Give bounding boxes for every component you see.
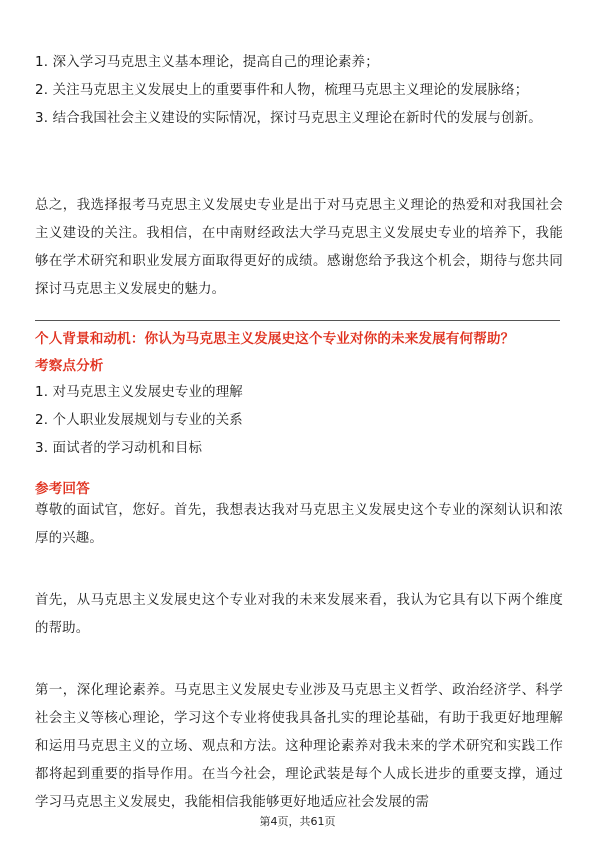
- list-item: 2. 个人职业发展规划与专业的关系: [35, 413, 243, 428]
- answer-paragraph-intro: 首先，从马克思主义发展史这个专业对我的未来发展来看，我认为它具有以下两个维度的帮助。: [35, 593, 563, 636]
- question-heading: 个人背景和动机：你认为马克思主义发展史这个专业对你的未来发展有何帮助？: [35, 331, 515, 347]
- analysis-points-list: [35, 379, 562, 463]
- page-number-footer: 第4页，共61页: [259, 815, 336, 828]
- reference-heading: 参考回答: [35, 481, 90, 497]
- answer-paragraph-greeting: 尊敬的面试官，您好。首先，我想表达我对马克思主义发展史这个专业的深刻认识和浓厚的兴趣。: [35, 503, 563, 546]
- analysis-heading: 考察点分析: [35, 358, 104, 374]
- list-item: 1. 对马克思主义发展史专业的理解: [35, 385, 243, 400]
- section-divider: [35, 320, 560, 321]
- list-item: 2. 关注马克思主义发展史上的重要事件和人物，梳理马克思主义理论的发展脉络；: [35, 83, 529, 98]
- list-item: 1. 深入学习马克思主义基本理论，提高自己的理论素养；: [35, 55, 379, 70]
- list-item: 3. 面试者的学习动机和目标: [35, 441, 203, 456]
- answer-paragraph-first-point: 第一，深化理论素养。马克思主义发展史专业涉及马克思主义哲学、政治经济学、科学社会主义等核心理论，学习这个专业将使我具备扎实的理论基础，有助于我更好地理解和运用马克思主义的立场、观点和方法。这种理论素养对我未来的学术研究和实践工作都将起到重要的指导作用。在当今社会，理论武装是每个人成长进步的重要支撑，通过学习马克思主义发展史，我能相信我能够更好地适应社会发展的需: [35, 683, 563, 810]
- list-item: 3. 结合我国社会主义建设的实际情况，探讨马克思主义理论在新时代的发展与创新。: [35, 111, 542, 126]
- top-goal-list: [35, 49, 562, 133]
- conclusion-paragraph: 总之，我选择报考马克思主义发展史专业是出于对马克思主义理论的热爱和对我国社会主义建设的关注。我相信，在中南财经政法大学马克思主义发展史专业的培养下，我能够在学术研究和职业发展方面取得更好的成绩。感谢您给予我这个机会，期待与您共同探讨马克思主义发展史的魅力。: [35, 198, 563, 297]
